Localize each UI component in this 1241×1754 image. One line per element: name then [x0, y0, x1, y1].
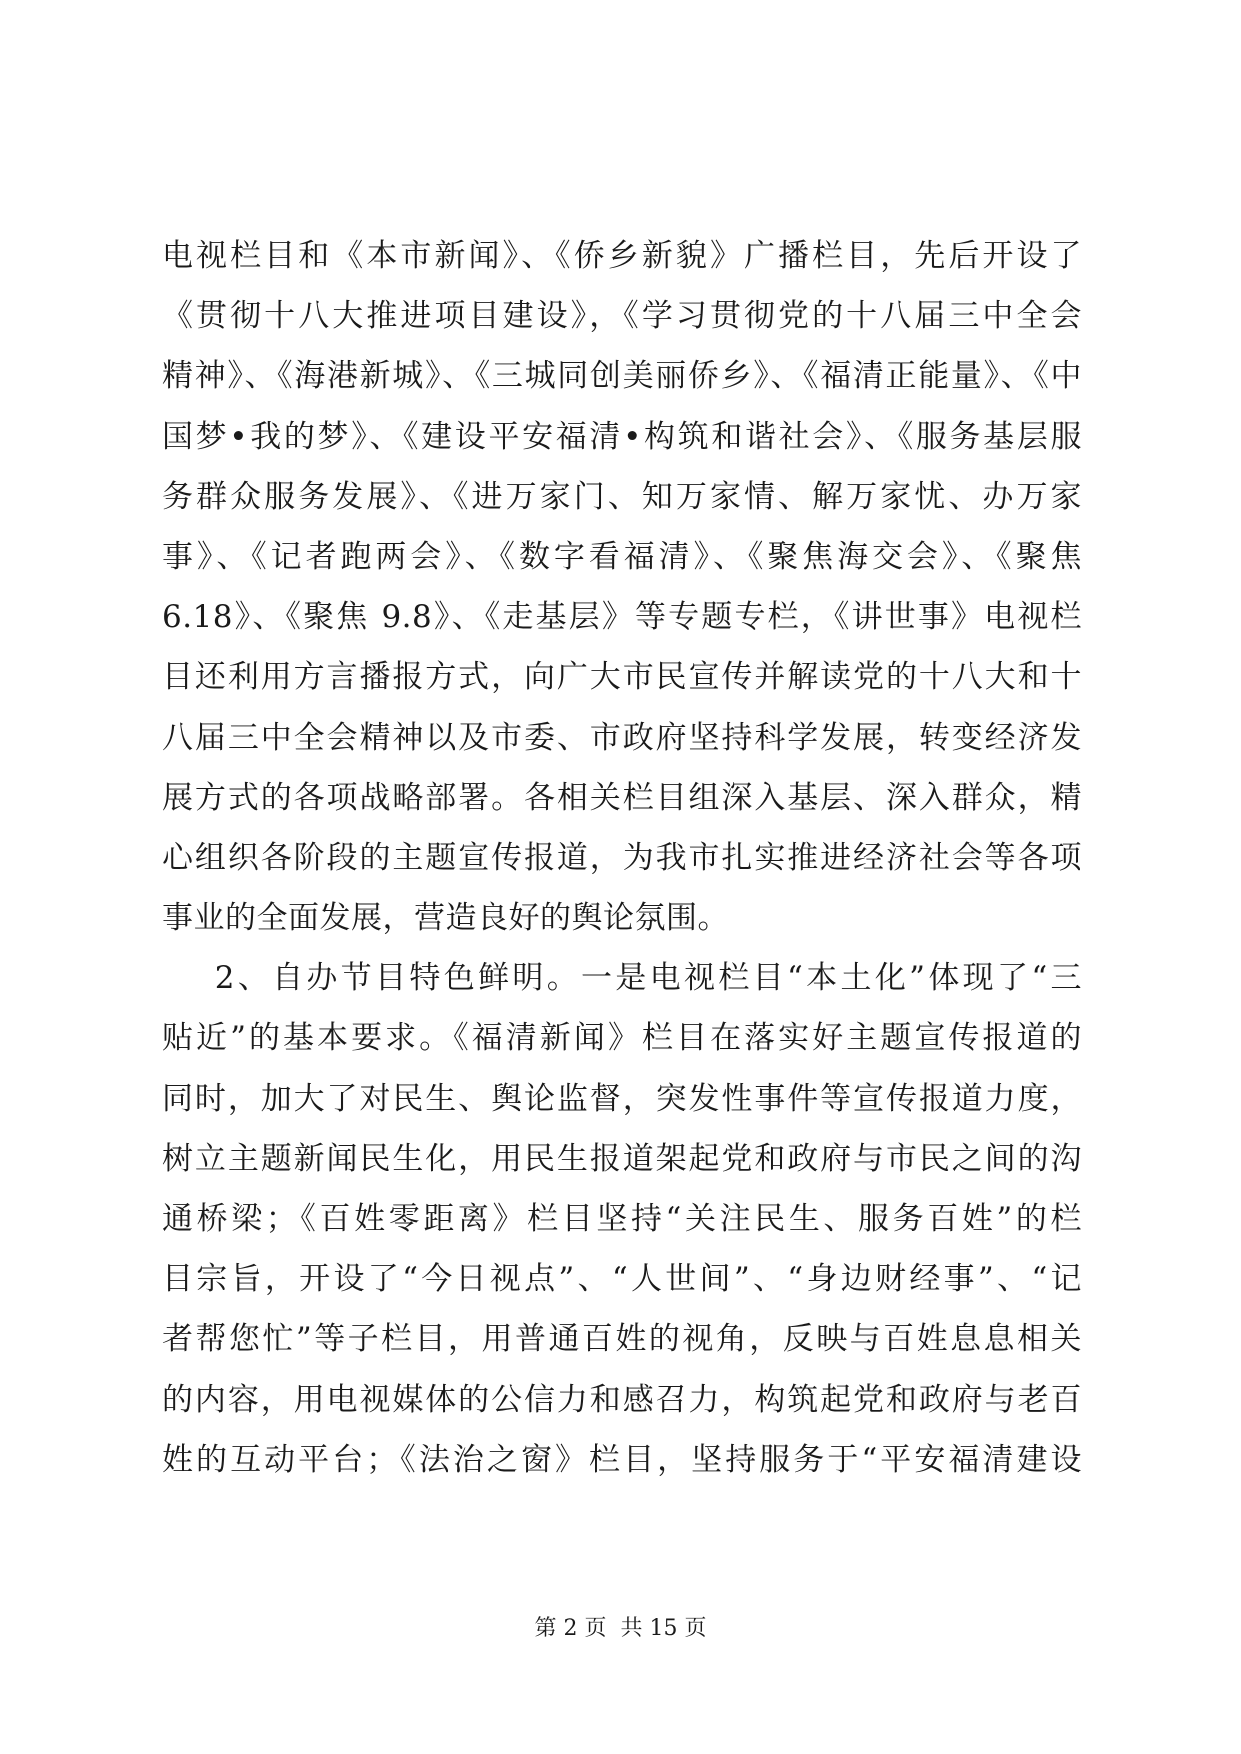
text-line: 同时，加大了对民生、舆论监督，突发性事件等宣传报道力度，	[162, 1080, 1082, 1117]
text-line: 通桥梁；《百姓零距离》栏目坚持“关注民生、服务百姓”的栏	[162, 1201, 1082, 1237]
text-line: 者帮您忙”等子栏目，用普通百姓的视角，反映与百姓息息相关	[162, 1321, 1082, 1358]
text-line: 的内容，用电视媒体的公信力和感召力，构筑起党和政府与老百	[162, 1381, 1082, 1418]
text-line: 贴近”的基本要求。《福清新闻》栏目在落实好主题宣传报道的	[162, 1020, 1082, 1057]
text-line: 事》、《记者跑两会》、《数字看福清》、《聚焦海交会》、《聚焦	[162, 538, 1082, 575]
text-line: 八届三中全会精神以及市委、市政府坚持科学发展，转变经济发	[162, 719, 1082, 756]
text-line: 电视栏目和《本市新闻》、《侨乡新貌》广播栏目，先后开设了	[162, 238, 1082, 274]
text-line: 树立主题新闻民生化，用民生报道架起党和政府与市民之间的沟	[162, 1140, 1082, 1177]
text-line: 务群众服务发展》、《进万家门、知万家情、解万家忧、办万家	[162, 478, 1082, 515]
text-line: 《贯彻十八大推进项目建设》，《学习贯彻党的十八届三中全会	[162, 298, 1082, 335]
text-line: 国梦•我的梦》、《建设平安福清•构筑和谐社会》、《服务基层服	[162, 418, 1082, 455]
text-line: 目宗旨，开设了“今日视点”、“人世间”、“身边财经事”、“记	[162, 1261, 1082, 1298]
text-line: 姓的互动平台；《法治之窗》栏目，坚持服务于“平安福清建设	[162, 1441, 1082, 1478]
body-text	[162, 226, 1082, 1490]
text-line: 精神》、《海港新城》、《三城同创美丽侨乡》、《福清正能量》、《中	[162, 358, 1082, 395]
text-line: 6.18》、《聚焦 9.8》、《走基层》等专题专栏，《讲世事》电视栏	[162, 599, 1082, 636]
page-footer: 第 2 页 共 15 页	[534, 1616, 707, 1641]
text-line: 事业的全面发展，营造良好的舆论氛围。	[162, 900, 729, 937]
text-line: 2、自办节目特色鲜明。一是电视栏目“本土化”体现了“三	[162, 960, 1082, 997]
text-line: 展方式的各项战略部署。各相关栏目组深入基层、深入群众，精	[162, 779, 1082, 816]
text-line: 心组织各阶段的主题宣传报道，为我市扎实推进经济社会等各项	[162, 839, 1082, 876]
text-line: 目还利用方言播报方式，向广大市民宣传并解读党的十八大和十	[162, 659, 1082, 696]
